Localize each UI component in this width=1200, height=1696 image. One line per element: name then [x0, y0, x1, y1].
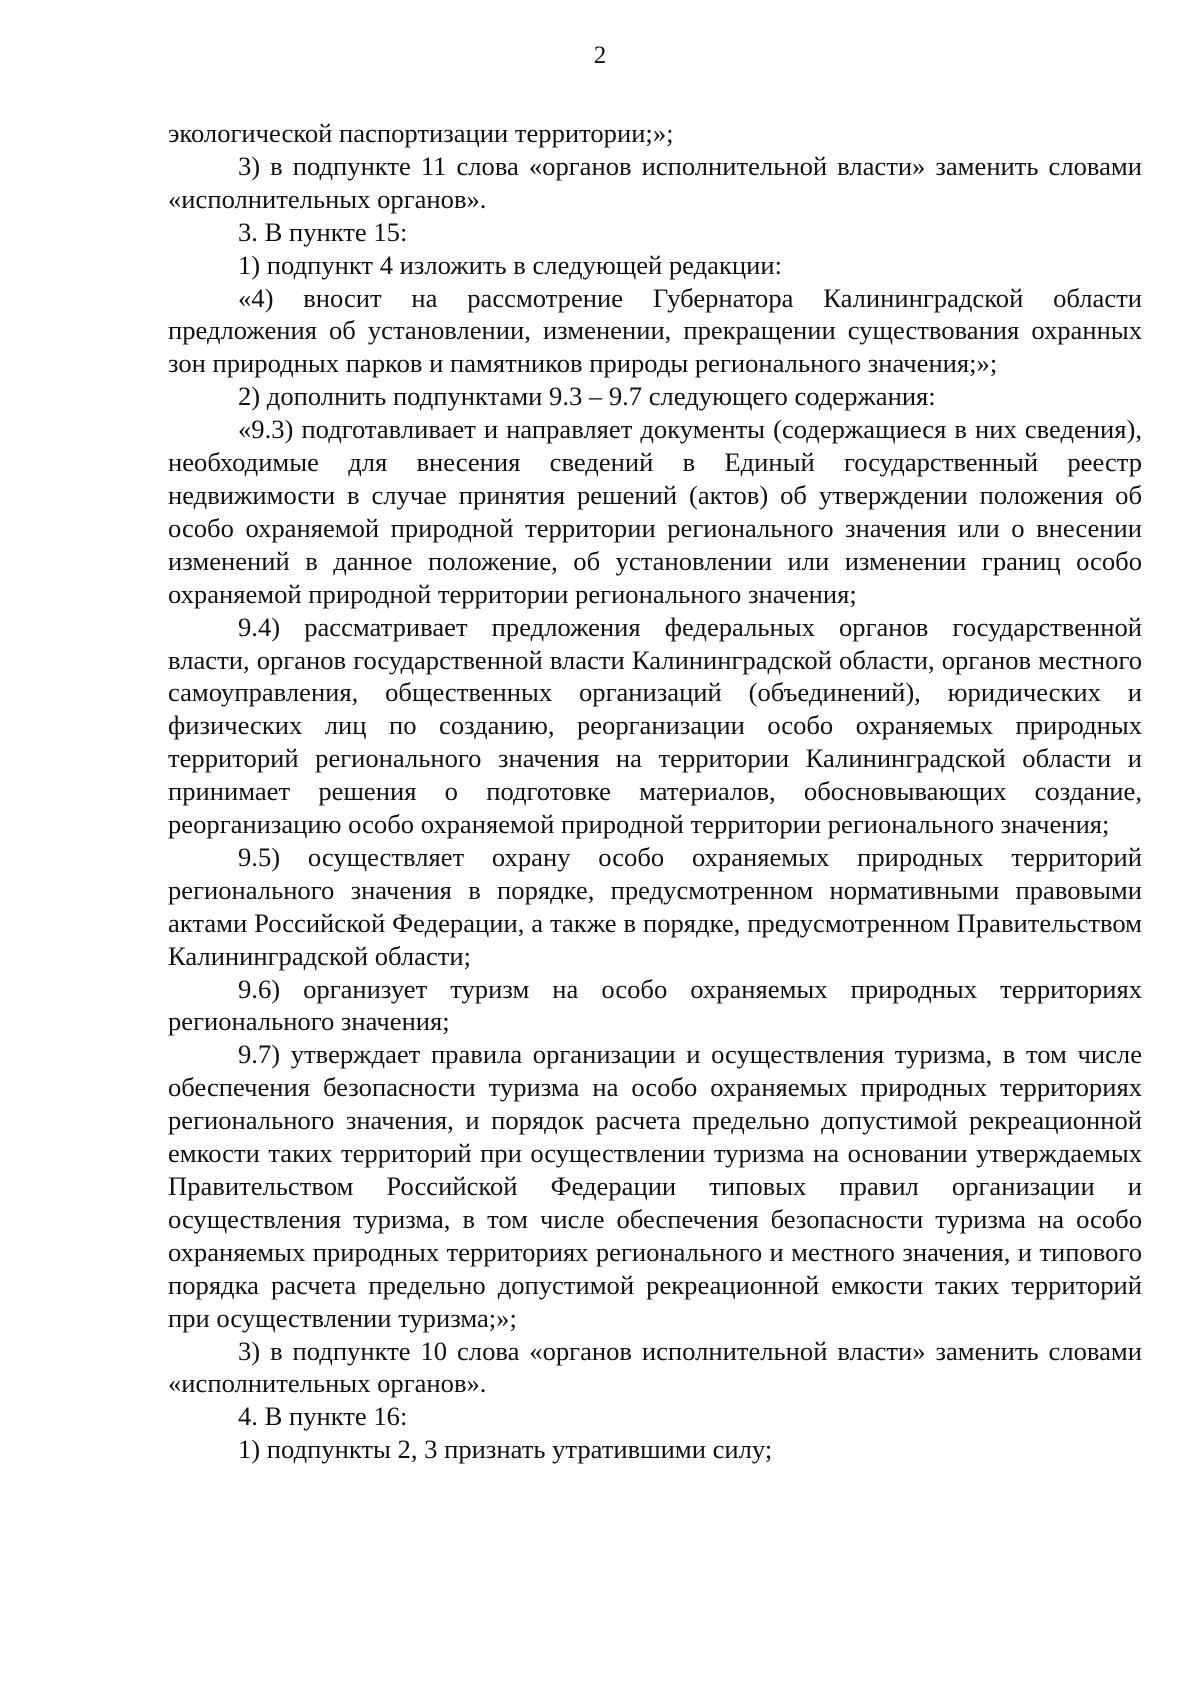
paragraph: 9.4) рассматривает предложения федеральных органов государственной власти, органов государственной власти Калининградской области, органов местного самоуправления, общественных организаций (объединений), юридических и физических лиц по созданию, реорганизации особо охраняемых природных территорий регионального значения на территории Калининградской области и принимает решения о подготовке материалов, обосновывающих создание, реорганизацию особо охраняемой природной территории регионального значения;	[168, 611, 1142, 840]
page-number: 2	[593, 42, 607, 69]
paragraph: 1) подпункты 2, 3 признать утратившими силу;	[238, 1434, 773, 1465]
paragraph: 9.7) утверждает правила организации и осуществления туризма, в том числе обеспечения безопасности туризма на особо охраняемых природных территориях регионального значения, и порядок расчета предельно допустимой рекреационной емкости таких территорий при осуществлении туризма на основании утверждаемых Правительством Российской Федерации типовых правил организации и осуществления туризма, в том числе обеспечения безопасности туризма на особо охраняемых природных территориях регионального и местного значения, и типового порядка расчета предельно допустимой рекреационной емкости таких территорий при осуществлении туризма;»;	[168, 1039, 1142, 1333]
paragraph: 2) дополнить подпунктами 9.3 – 9.7 следующего содержания:	[238, 381, 936, 412]
paragraph: 4. В пункте 16:	[238, 1401, 408, 1432]
paragraph: экологической паспортизации территории;»;	[168, 118, 674, 148]
paragraph: 3) в подпункте 11 слова «органов исполнительной власти» заменить словами «исполнительных органов».	[168, 150, 1142, 214]
paragraph: 1) подпункт 4 изложить в следующей редакции:	[238, 249, 782, 280]
paragraph: 3) в подпункте 10 слова «органов исполнительной власти» заменить словами «исполнительных органов».	[168, 1335, 1142, 1399]
paragraph: 9.5) осуществляет охрану особо охраняемых природных территорий регионального значения в порядке, предусмотренном нормативными правовыми актами Российской Федерации, а также в порядке, предусмотренном Правительством Калининградской области;	[168, 841, 1142, 971]
document-body	[168, 117, 1142, 1466]
paragraph: «4) вносит на рассмотрение Губернатора Калининградской области предложения об установлении, изменении, прекращении существования охранных зон природных парков и памятников природы регионального значения;»;	[168, 282, 1142, 379]
paragraph: «9.3) подготавливает и направляет документы (содержащиеся в них сведения), необходимые для внесения сведений в Единый государственный реестр недвижимости в случае принятия решений (актов) об утверждении положения об особо охраняемой природной территории регионального значения или о внесении изменений в данное положение, об установлении или изменении границ особо охраняемой природной территории регионального значения;	[168, 414, 1142, 609]
paragraph: 3. В пункте 15:	[238, 216, 408, 247]
paragraph: 9.6) организует туризм на особо охраняемых природных территориях регионального значения;	[168, 973, 1142, 1037]
